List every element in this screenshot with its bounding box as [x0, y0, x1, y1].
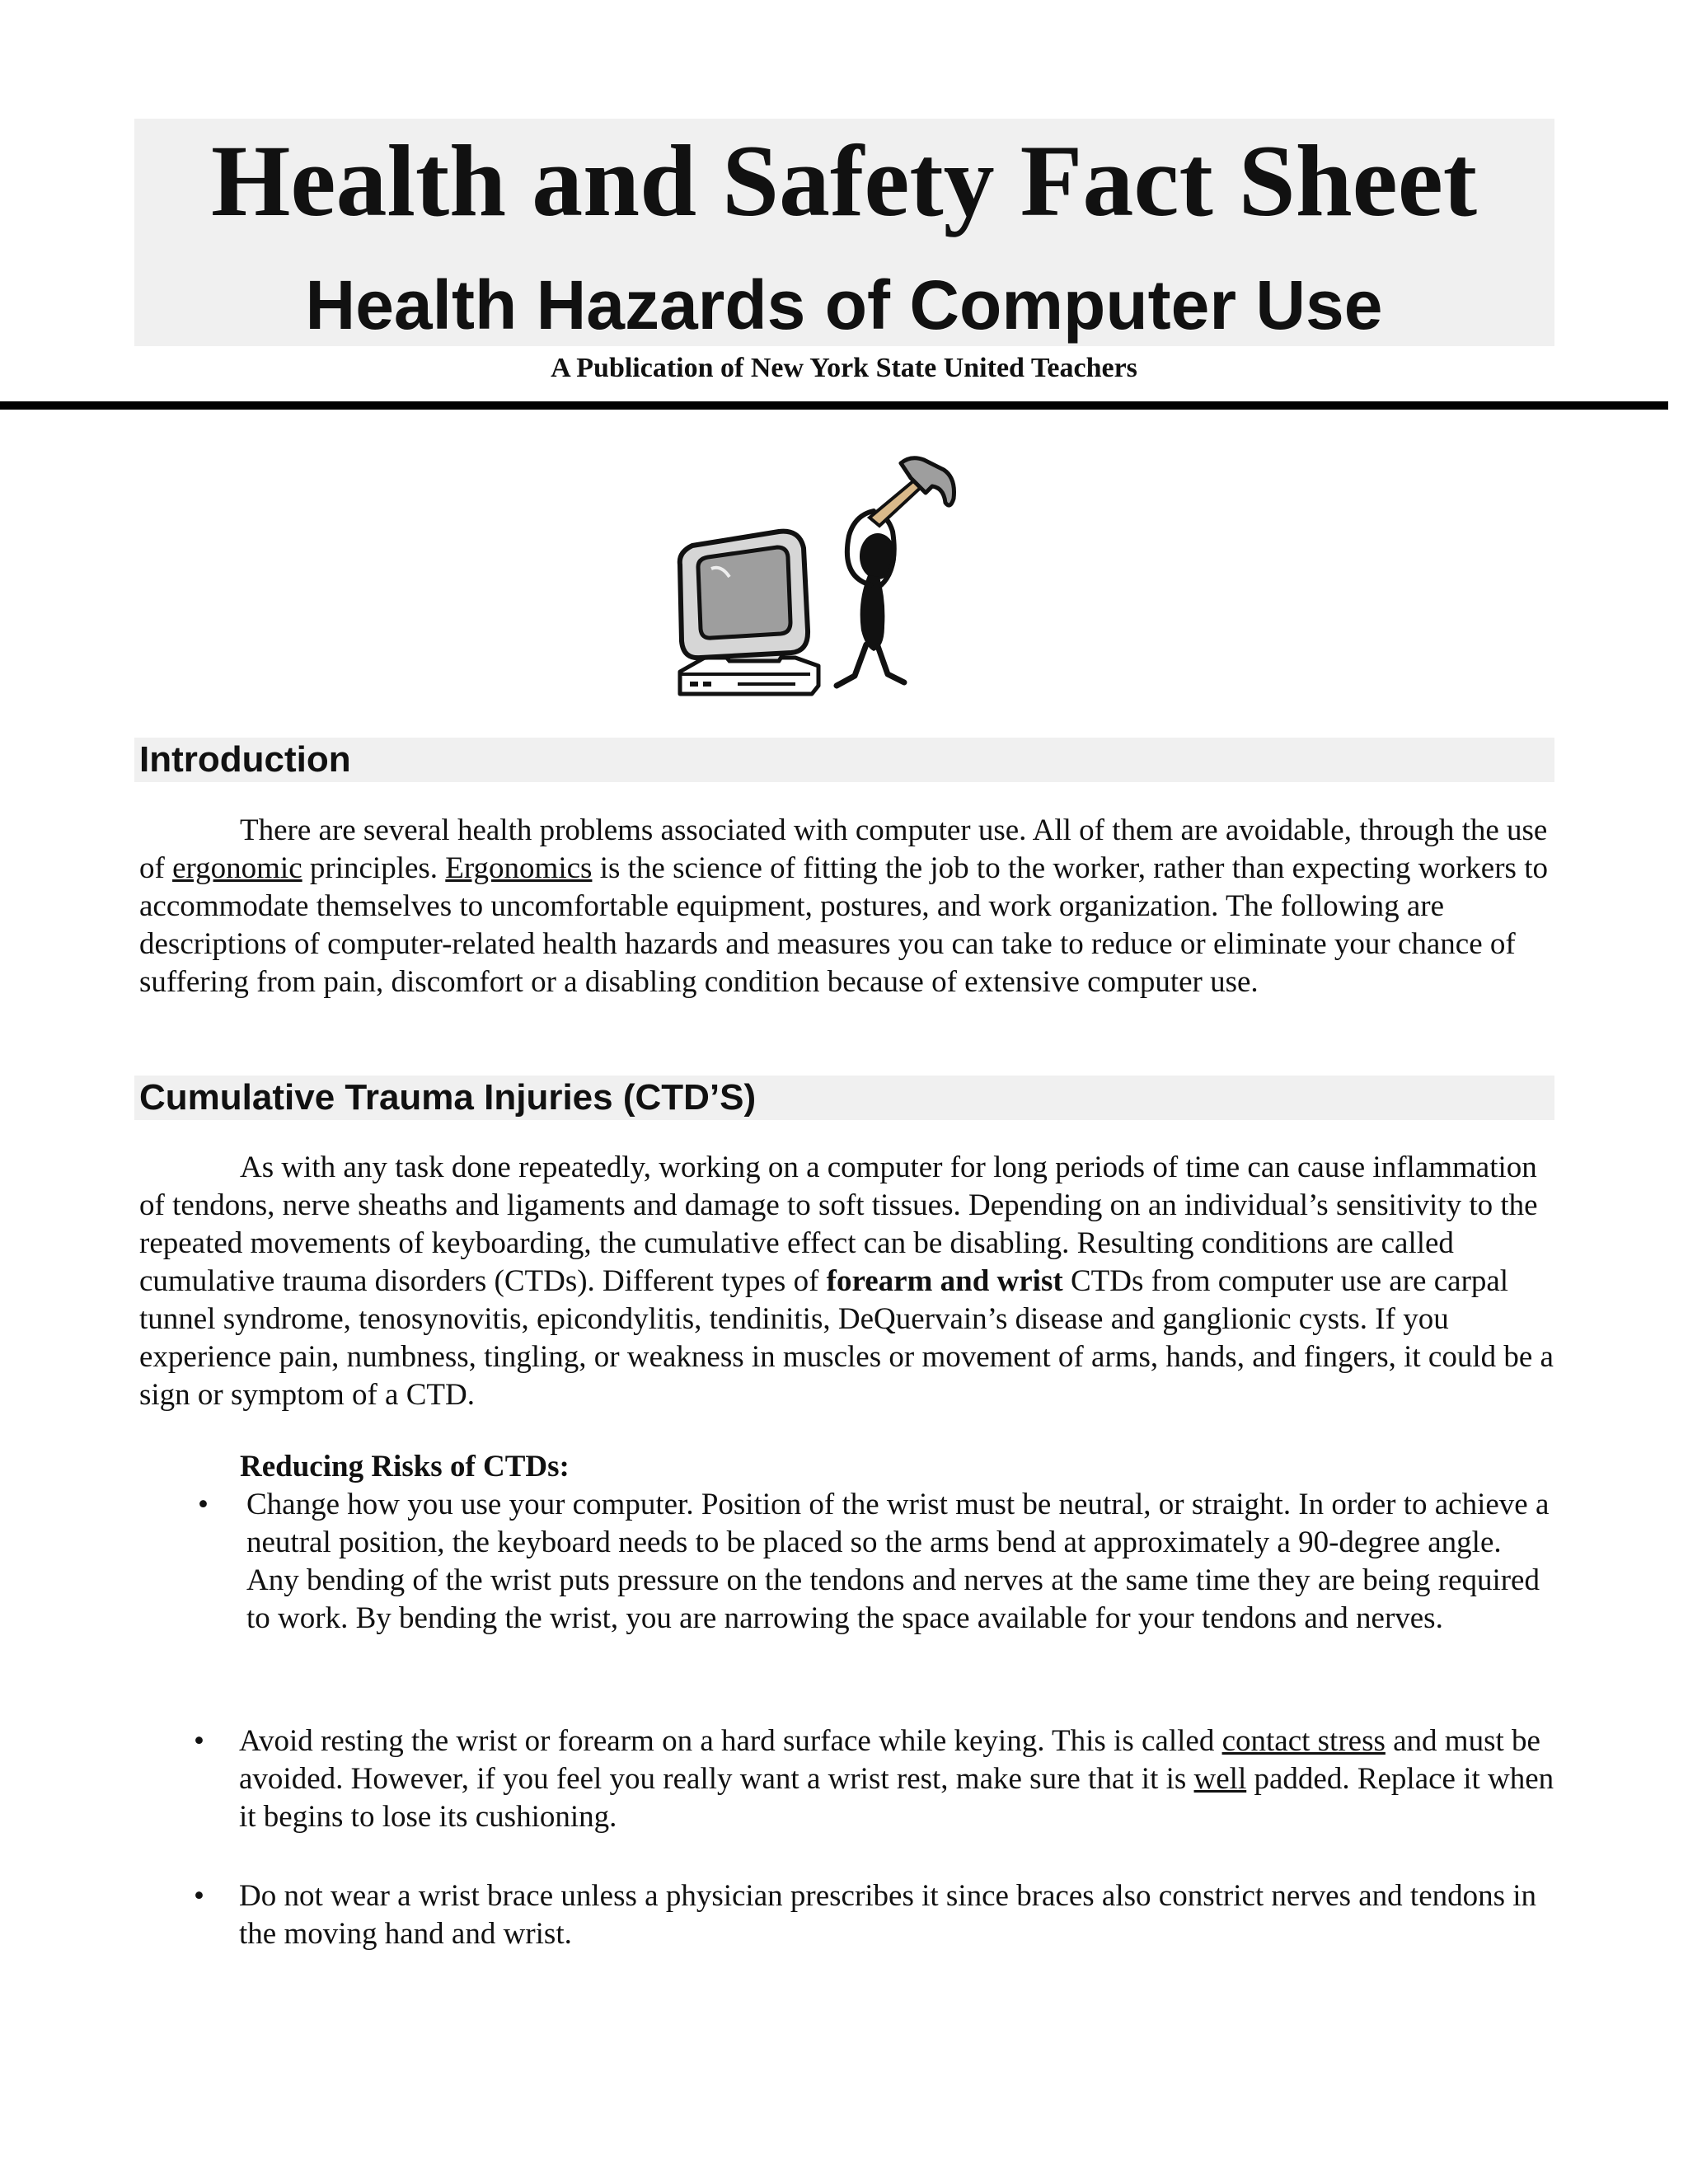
publication-line: A Publication of New York State United Teachers: [551, 353, 1137, 383]
bullet-marker: •: [194, 1724, 204, 1758]
bullet-item: Avoid resting the wrist or forearm on a hard surface while keying. This is called contact stress and must be avoided. However, if you feel you really want a wrist rest, make sure that it is well padded. Replace it when it begins to lose its cushioning.: [239, 1724, 1554, 1834]
ctd-paragraph: As with any task done repeatedly, working on a computer for long periods of time can cause inflammation of tendons, nerve sheaths and ligaments and damage to soft tissues. Depending on an individual’s sensitivity to the repeated movements of keyboarding, the cumulative effect can be disabling. Resulting conditions are called cumulative trauma disorders (CTDs). Different types of forearm and wrist CTDs from computer use are carpal tunnel syndrome, tenosynovitis, epicondylitis, tendinitis, DeQuervain’s disease and ganglionic cysts. If you experience pain, numbness, tingling, or weakness in muscles or movement of arms, hands, and fingers, it could be a sign or symptom of a CTD.: [139, 1151, 1554, 1412]
header-divider: [0, 401, 1668, 410]
well-term: well: [1193, 1762, 1247, 1796]
contact-stress-term: contact stress: [1221, 1724, 1386, 1758]
bold-term: forearm and wrist: [826, 1264, 1063, 1298]
person-smashing-computer-icon: [672, 453, 1001, 709]
bullet-item: Change how you use your computer. Position of the wrist must be neutral, or straight. In order to achieve a neutral position, the keyboard needs to be placed so the arms bend at approximately a 90-degree angle. Any bending of the wrist puts pressure on the tendons and nerves at the same time they are being required to work. By bending the wrist, you are narrowing the space available for your tendons and nerves.: [246, 1488, 1550, 1635]
page-title: Health and Safety Fact Sheet: [210, 124, 1478, 237]
ergonomics-term: Ergonomics: [445, 851, 593, 885]
introduction-paragraph: There are several health problems associated with computer use. All of them are avoidable, through the use of ergonomic principles. Ergonomics is the science of fitting the job to the worker, rather than expecting workers to accommodate themselves to uncomfortable equipment, postures, and work organization. The following are descriptions of computer-related health hazards and measures you can take to reduce or eliminate your chance of suffering from pain, discomfort or a disabling condition because of extensive computer use.: [139, 813, 1548, 999]
ergonomic-term: ergonomic: [172, 851, 302, 885]
bullet-item: Do not wear a wrist brace unless a physician prescribes it since braces also constrict nerves and tendons in the moving hand and wrist.: [239, 1879, 1537, 1951]
reducing-risks-heading: Reducing Risks of CTDs:: [240, 1450, 570, 1483]
introduction-heading: Introduction: [134, 738, 1554, 782]
ctd-heading: Cumulative Trauma Injuries (CTD’S): [134, 1076, 1554, 1120]
bullet-marker: •: [194, 1879, 204, 1913]
bullet-marker: •: [198, 1488, 209, 1521]
page-subtitle: Health Hazards of Computer Use: [305, 266, 1383, 344]
